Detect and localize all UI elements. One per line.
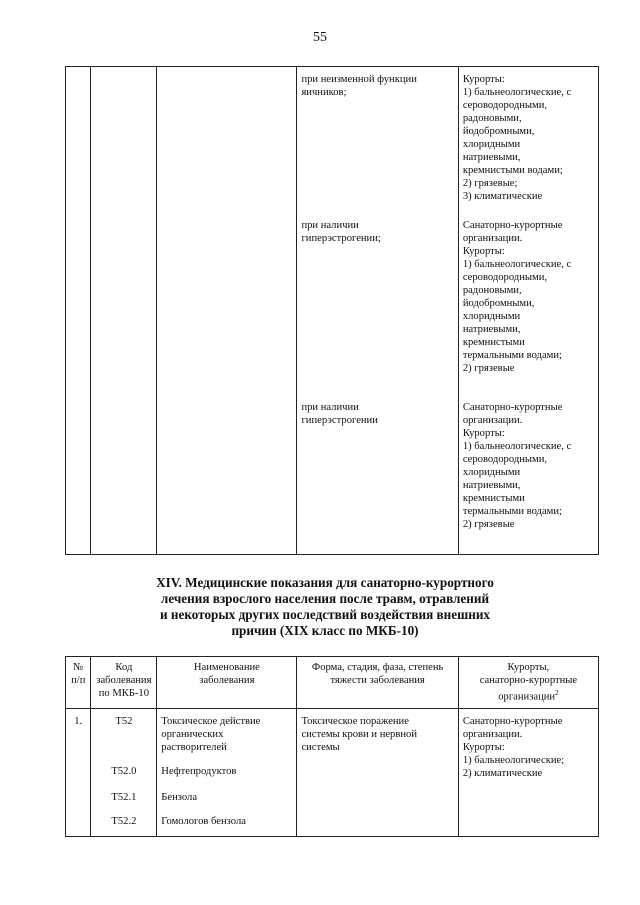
table-row	[66, 709, 599, 837]
cell-form: Токсическое поражение системы крови и нервной системы	[297, 709, 458, 837]
cell-num: 1.	[66, 709, 91, 837]
header-form: Форма, стадия, фаза, степень тяжести заболевания	[297, 657, 458, 709]
header-code: Код заболевания по МКБ-10	[91, 657, 157, 709]
name-text: Гомологов бензола	[161, 816, 246, 827]
cell-name	[157, 709, 297, 837]
header-name: Наименование заболевания	[157, 657, 297, 709]
header-resorts: Курорты, санаторно-курортные организации$^2$	[458, 657, 598, 709]
form-text: при неизменной функции яичников;	[301, 74, 417, 98]
code-t52-0: T52.0	[111, 766, 137, 777]
header-num: № п/п	[66, 657, 91, 709]
name-text: Бензола	[161, 792, 198, 803]
resorts-text: Курорты: 1) бальнеологические, с сероводородными, радоновыми, йодобромными, хлоридными натриевыми, кремнистыми водами; 2) грязевые; 3) климатические	[462, 74, 572, 202]
form-text: при наличии гиперэстрогении;	[301, 220, 381, 244]
continued-table	[65, 66, 599, 555]
cell-num	[66, 67, 91, 555]
code-t52: T52	[115, 716, 133, 727]
cell-resorts	[458, 67, 598, 555]
section-title: XIV. Медицинские показания для санаторно-курортного лечения взрослого населения после травм, отравлений и некоторых других последствий воздействия внешних причин (XIX класс по МКБ-10)	[156, 575, 494, 638]
page-number: 55	[313, 30, 327, 45]
table-row	[66, 67, 599, 555]
indications-table	[65, 656, 599, 837]
cell-name	[157, 67, 297, 555]
form-text: при наличии гиперэстрогении	[301, 402, 378, 426]
resorts-text: Санаторно-курортные организации. Курорты: 1) бальнеологические, с сероводородными, хлоридными натриевыми, кремнистыми термальными водами; 2) грязевые	[462, 402, 572, 530]
cell-code	[91, 709, 157, 837]
footnote-marker: 2	[555, 689, 559, 697]
cell-code	[91, 67, 157, 555]
resorts-text: Санаторно-курортные организации. Курорты: 1) бальнеологические, с сероводородными, радоновыми, йодобромными, хлоридными натриевыми, кремнистыми термальными водами; 2) грязевые	[462, 220, 572, 374]
name-text: Нефтепродуктов	[161, 766, 237, 777]
cell-resorts: Санаторно-курортные организации. Курорты: 1) бальнеологические; 2) климатические	[458, 709, 598, 837]
table-header-row	[66, 657, 599, 709]
code-t52-2: T52.2	[111, 816, 137, 827]
name-text: Токсическое действие органических растворителей	[161, 716, 261, 753]
code-t52-1: T52.1	[111, 792, 137, 803]
cell-form	[297, 67, 458, 555]
